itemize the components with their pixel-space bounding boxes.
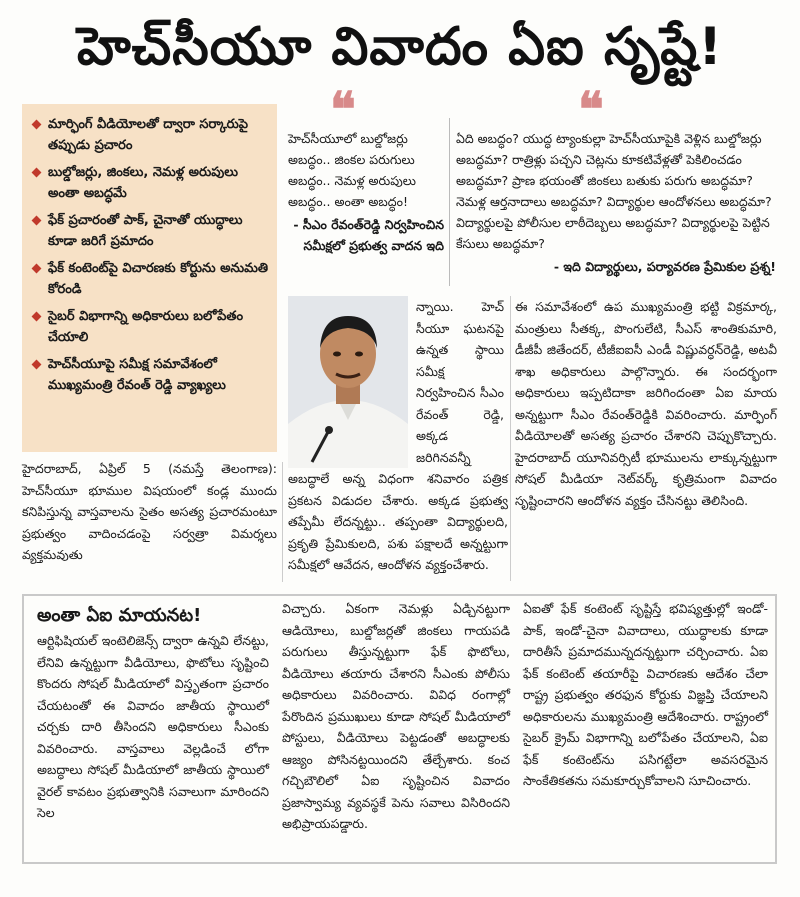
highlights-list	[30, 114, 269, 396]
quote-source: - సీఎం రేవంత్‌రెడ్డి నిర్వహించిన సమీక్షలో ప్రభుత్వ వాదన ఇది	[293, 217, 444, 253]
boxed-story-title: అంతా ఏఐ మాయనట!	[37, 605, 202, 626]
highlight-item: ఫేక్ కంటెంట్‌పై విచారణకు కోర్టును అనుమతి కోరండి	[30, 258, 269, 300]
highlight-item: మార్ఫింగ్ వీడియోలతో ద్వారా సర్కారుపై తప్పుడు ప్రచారం	[30, 114, 269, 156]
highlight-item: సైబర్ విభాగాన్ని అధికారులు బలోపేతం చేయాలి	[30, 306, 269, 348]
quote-divider	[449, 118, 450, 286]
column-divider	[510, 296, 511, 581]
boxed-column-3: ఏఐతో ఫేక్ కంటెంట్ సృష్టిస్తే భవిష్యత్తుల్లో ఇండో-పాక్, ఇండో-చైనా వివాదాలు, యుద్ధాలకు కూడా దారితీసే ప్రమాదమున్నదన్నట్టుగా చర్చించారు. ఏఐ ఫేక్ కంటెంట్ తయారీపై విచారణకు ఆదేశం చేలా రాష్ట్ర ప్రభుత్వం తరఫున కోర్టుకు విజ్ఞప్తి చేయాలని అధికారులను ముఖ్యమంత్రి ఆదేశించారు. రాష్ట్రంలో సైబర్ క్రైమ్ విభాగాన్ని బలోపేతం చేయాలని, ఏఐ ఫేక్ కంటెంట్‌ను పసిగట్టేలా అవసరమైన సాంకేతికతను సమకూర్చుకోవాలని సూచించారు.	[523, 601, 768, 788]
highlight-item: హెచ్‌సీయూపై సమీక్ష సమావేశంలో ముఖ్యమంత్రి రేవంత్ రెడ్డి వ్యాఖ్యలు	[30, 354, 269, 396]
article-column-2-top: న్నాయి. హెచ్ సీయూ ఘటనపై ఉన్నత స్థాయి సమీక్ష నిర్వహించిన సీఎం రేవంత్ రెడ్డి, అక్కడ జరిగినవన్నీ	[416, 299, 504, 465]
column-divider	[282, 462, 283, 582]
students-quote	[456, 128, 776, 277]
quote-mark-icon: ❝	[578, 82, 604, 138]
article-column-2: అబద్ధాలే అన్న విధంగా శనివారం పత్రిక ప్రకటన విడుదల చేశారు. అక్కడ ప్రభుత్వ తప్పేమీ లేదన్నట్టు.. తప్పంతా విద్యార్థులది, ప్రకృతి ప్రేమికులది, పశు పక్షాలదే అన్నట్టుగా సమీక్షలో ఆవేదన, ఆందోళన వ్యక్తంచేశారు.	[288, 471, 508, 572]
government-quote	[288, 128, 444, 256]
headline: హెచ్‌సీయూ వివాదం ఏఐ సృష్టే!	[76, 17, 724, 77]
highlight-item: ఫేక్ ప్రచారంతో పాక్, చైనాతో యుద్ధాలు కూడా జరిగే ప్రమాదం	[30, 210, 269, 252]
highlight-item: బుల్డోజర్లు, జింకలు, నెమళ్ల అరుపులు అంతా అబద్ధమే	[30, 162, 269, 204]
boxed-column-2: విచ్చారు. ఏకంగా నెమళ్లు ఏడ్చినట్టుగా ఆడియోలు, బుల్డోజర్లతో జింకలు గాయపడి పరుగులు తీస్తున్నట్టుగా ఫేక్ ఫొటోలు, వీడియోలు తయారు చేశారని సీఎంకు పోలీసు అధికారులు వివరించారు. వివిధ రంగాల్లో పేరొందిన ప్రముఖులు కూడా సోషల్ మీడియాలో పోస్టులు, వీడియోలు పెట్టడంతో అబద్ధాలకు ఆజ్యం పోసినట్టయిందని తేల్చేశారు. కంచ గచ్చిబౌలిలో ఏఐ సృష్టించిన వివాదం ప్రజాస్వామ్య వ్యవస్థకే పెను సవాలు విసిరిందని అభిప్రాయపడ్డారు.	[282, 601, 510, 831]
quote-text: ఏది అబద్ధం? యుద్ధ ట్యాంకుల్లా హెచ్‌సీయూపైకి వెళ్లిన బుల్డోజర్లు అబద్ధమా? రాత్రిళ్లు పచ్చని చెట్లను కూకటివేళ్లతో పెకిలించడం అబద్ధమా? ప్రాణ భయంతో జింకలు బతుకు పరుగు అబద్ధమా? నెమళ్ల ఆర్తనాదాలు అబద్ధమా? విద్యార్థుల ఆందోళనలు అబద్ధమా? విద్యార్థులపై పోలీసుల లాఠీదెబ్బలు అబద్ధమా? విద్యార్థులపై పెట్టిన కేసులు అబద్ధమా?	[456, 131, 772, 251]
article-column-3: ఈ సమావేశంలో ఉప ముఖ్యమంత్రి భట్టి విక్రమార్క, మంత్రులు సీతక్క, పొంగులేటి, సీఎస్ శాంతికుమారి, డీజీపీ జితేందర్, టీజీఐఐసీ ఎండీ విష్ణువర్ధన్‌రెడ్డి, అటవీ శాఖ అధికారులు పాల్గొన్నారు. ఈ సందర్భంగా అధికారులు ఇప్పటిదాకా జరిగిందంతా ఏఐ మాయ అన్నట్టుగా సీఎం రేవంత్‌రెడ్డికి వివరించారు. మార్ఫింగ్ వీడియోలతో అసత్య ప్రచారం చేశారని చెప్పుకొచ్చారు. హైదరాబాద్ యూనివర్సిటీ భూములను లాక్కున్నట్టుగా సోషల్ మీడియా నెట్‌వర్క్ కృత్రిమంగా వివాదం సృష్టించారని ఆందోళన వ్యక్తం చేసినట్టు తెలిసింది.	[515, 299, 777, 508]
highlights-box	[22, 104, 277, 452]
cm-photo	[288, 296, 408, 468]
quote-text: హెచ్‌సీయూలో బుల్డోజర్లు అబద్ధం.. జింకల పరుగులు అబద్ధం.. నెమళ్ల అరుపులు అబద్ధం.. అంతా అబద్ధం!	[288, 131, 416, 209]
boxed-column-1: ఆర్టిఫిషియల్ ఇంటెలిజెన్స్ ద్వారా ఉన్నవి లేనట్టు, లేనివి ఉన్నట్టుగా వీడియోలు, ఫొటోలు సృష్టించి కొందరు సోషల్ మీడియాలో విస్తృతంగా ప్రచారం చేయటంతో ఈ వివాదం జాతీయ స్థాయిలో చర్చకు దారి తీసిందని అధికారులు సీఎంకు వివరించారు. వాస్తవాలు వెల్లడించే లోగా అబద్ధాలు సోషల్ మీడియాలో జాతీయ స్థాయిలో వైరల్ కావటం ప్రభుత్వానికి సవాలుగా మారిందని సెల	[37, 633, 269, 820]
article-column-1: హైదరాబాద్, ఏప్రిల్ 5 (నమస్తే తెలంగాణ): హెచ్‌సీయూ భూముల విషయంలో కండ్ల ముందు కనిపిస్తున్న వాస్తవాలను సైతం అసత్య ప్రచారమంటూ ప్రభుత్వం వాదించడంపై సర్వత్రా విమర్శలు వ్యక్తమవుతు	[22, 461, 277, 562]
quote-mark-icon: ❝	[330, 82, 356, 138]
quote-source: - ఇది విద్యార్థులు, పర్యావరణ ప్రేమికుల ప్రశ్న!	[553, 259, 776, 274]
person-portrait-icon	[288, 296, 408, 468]
